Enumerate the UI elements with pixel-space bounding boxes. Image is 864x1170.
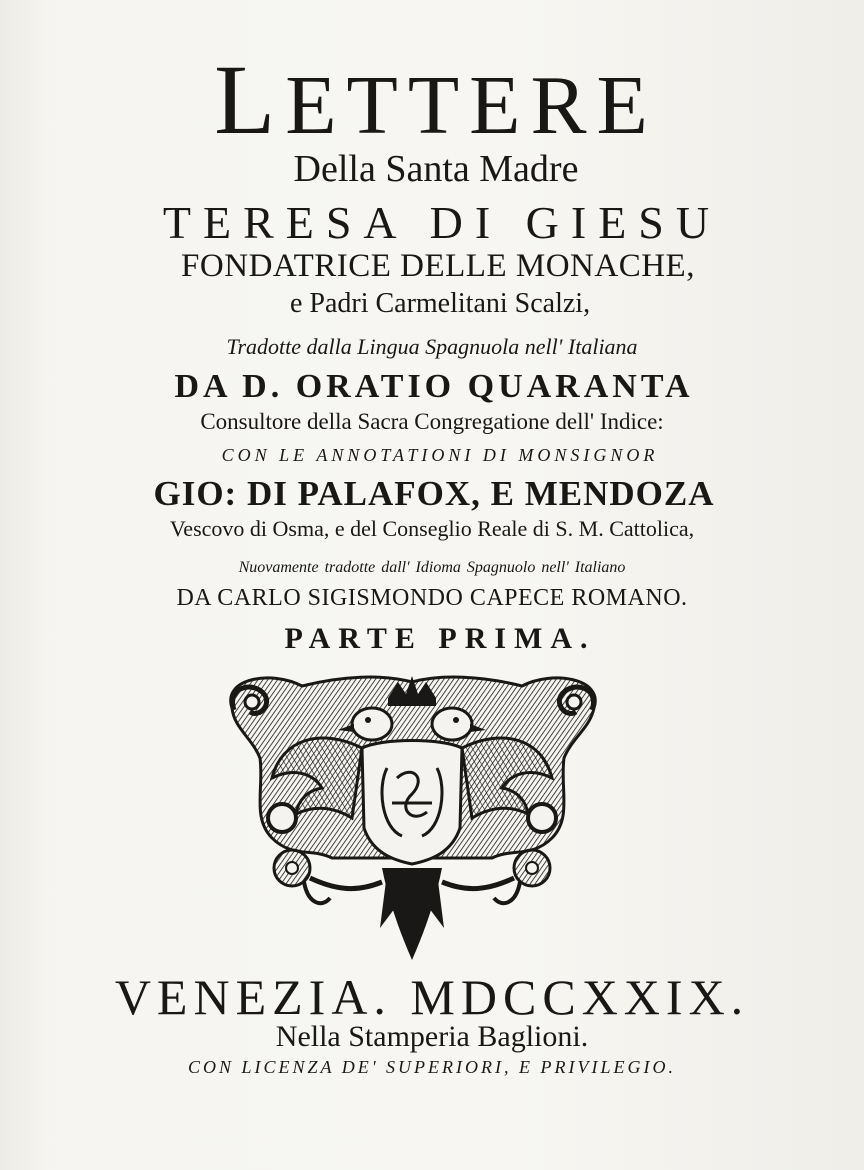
book-title [0,44,864,155]
translation-note: Tradotte dalla Lingua Spagnuola nell' Italiana [226,334,638,359]
annotations-note: CON LE ANNOTATIONI DI MONSIGNOR [221,445,659,465]
subtitle-santa-madre: Della Santa Madre [293,148,579,190]
translator-title: Consultore della Sacra Congregatione dell' Indice: [200,409,664,434]
second-translation-note: Nuovamente tradotte dall' Idioma Spagnuolo nell' Italiano [238,559,626,576]
imprint-printer: Nella Stamperia Baglioni. [275,1020,589,1053]
imprint-license: CON LICENZA DE' SUPERIORI, E PRIVILEGIO. [188,1057,676,1077]
author-name: TERESA DI GIESU [162,197,722,248]
volume-part: PARTE PRIMA. [284,622,596,655]
author-epithet: FONDATRICE DELLE MONACHE, [181,248,695,284]
book-title-initial: L [214,44,286,155]
author-epithet-continued: e Padri Carmelitani Scalzi, [289,288,591,319]
double-headed-eagle-crest-icon [212,668,612,968]
annotator-name: GIO: DI PALAFOX, E MENDOZA [153,474,715,513]
annotator-title: Vescovo di Osma, e del Conseglio Reale di S. M. Cattolica, [169,516,695,541]
translator-name: DA D. ORATIO QUARANTA [174,368,694,405]
book-title-rest: ETTERE [285,59,658,152]
imprint-place-date: VENEZIA. MDCCXXIX. [114,969,750,1025]
second-translator-name: DA CARLO SIGISMONDO CAPECE ROMANO. [176,585,688,611]
